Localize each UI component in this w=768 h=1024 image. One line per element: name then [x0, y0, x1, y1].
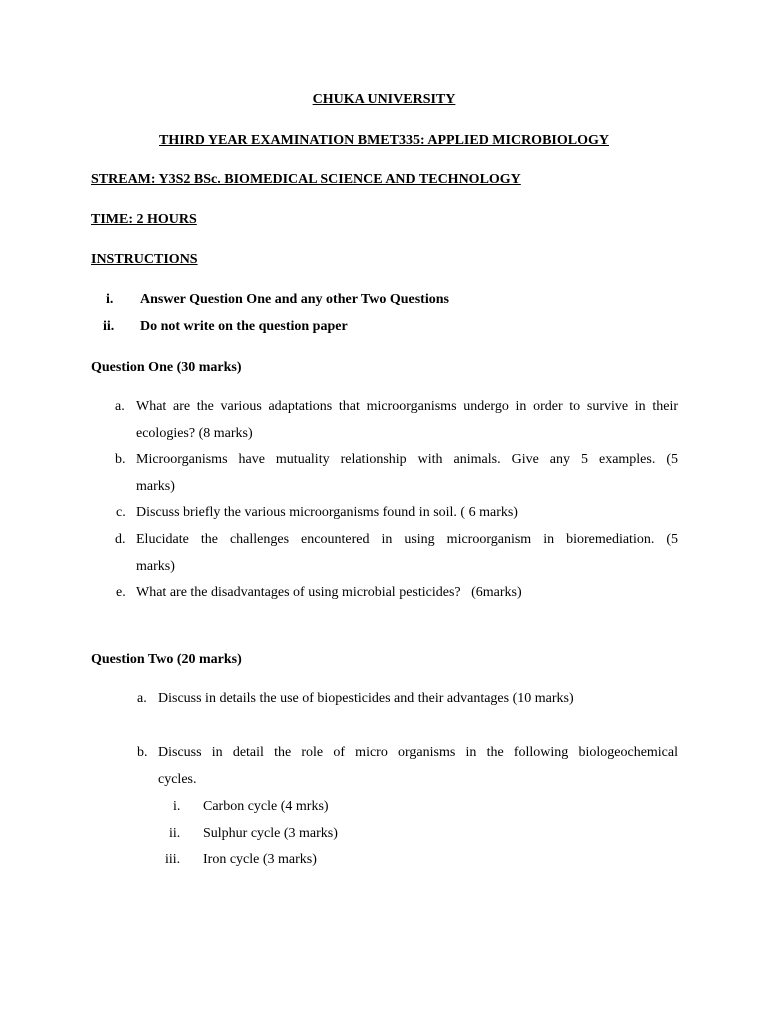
item-text: What are the various adaptations that microorganisms undergo in order to survive in their [136, 399, 678, 414]
item-letter: c. [116, 505, 126, 520]
item-text: Discuss briefly the various microorganisms found in soil. ( 6 marks) [136, 505, 518, 520]
item-text-cont: marks) [136, 479, 175, 494]
subitem-number: ii. [169, 826, 181, 841]
item-text-cont: cycles. [158, 772, 197, 787]
university-name: CHUKA UNIVERSITY [312, 92, 456, 107]
subitem-number: i. [173, 799, 181, 814]
instructions-title: INSTRUCTIONS [91, 252, 198, 267]
item-text: Microorganisms have mutuality relationship with animals. Give any 5 examples. (5 [136, 452, 678, 467]
instruction-number: ii. [103, 319, 115, 334]
instruction-text: Answer Question One and any other Two Questions [140, 292, 449, 307]
item-text: Discuss in detail the role of micro organisms in the following biologeochemical [158, 745, 678, 760]
question-one-title: Question One (30 marks) [91, 360, 242, 375]
item-letter: d. [115, 532, 126, 547]
item-letter: b. [115, 452, 126, 467]
item-text: Discuss in details the use of biopesticides and their advantages (10 marks) [158, 691, 574, 706]
time-line: TIME: 2 HOURS [91, 212, 197, 227]
instruction-text: Do not write on the question paper [140, 319, 348, 334]
question-two-title: Question Two (20 marks) [91, 652, 242, 667]
instruction-number: i. [106, 292, 114, 307]
item-text: Elucidate the challenges encountered in using microorganism in bioremediation. (5 [136, 532, 678, 547]
item-text-cont: marks) [136, 559, 175, 574]
item-letter: a. [115, 399, 125, 414]
subitem-number: iii. [165, 852, 181, 867]
exam-title: THIRD YEAR EXAMINATION BMET335: APPLIED MICROBIOLOGY [159, 133, 609, 148]
item-letter: e. [116, 585, 126, 600]
subitem-text: Iron cycle (3 marks) [203, 852, 317, 867]
item-letter: b. [137, 745, 148, 760]
item-letter: a. [137, 691, 147, 706]
item-text: What are the disadvantages of using microbial pesticides? (6marks) [136, 585, 522, 600]
subitem-text: Carbon cycle (4 mrks) [203, 799, 329, 814]
stream-line: STREAM: Y3S2 BSc. BIOMEDICAL SCIENCE AND TECHNOLOGY [91, 172, 521, 187]
subitem-text: Sulphur cycle (3 marks) [203, 826, 338, 841]
item-text-cont: ecologies? (8 marks) [136, 426, 253, 441]
